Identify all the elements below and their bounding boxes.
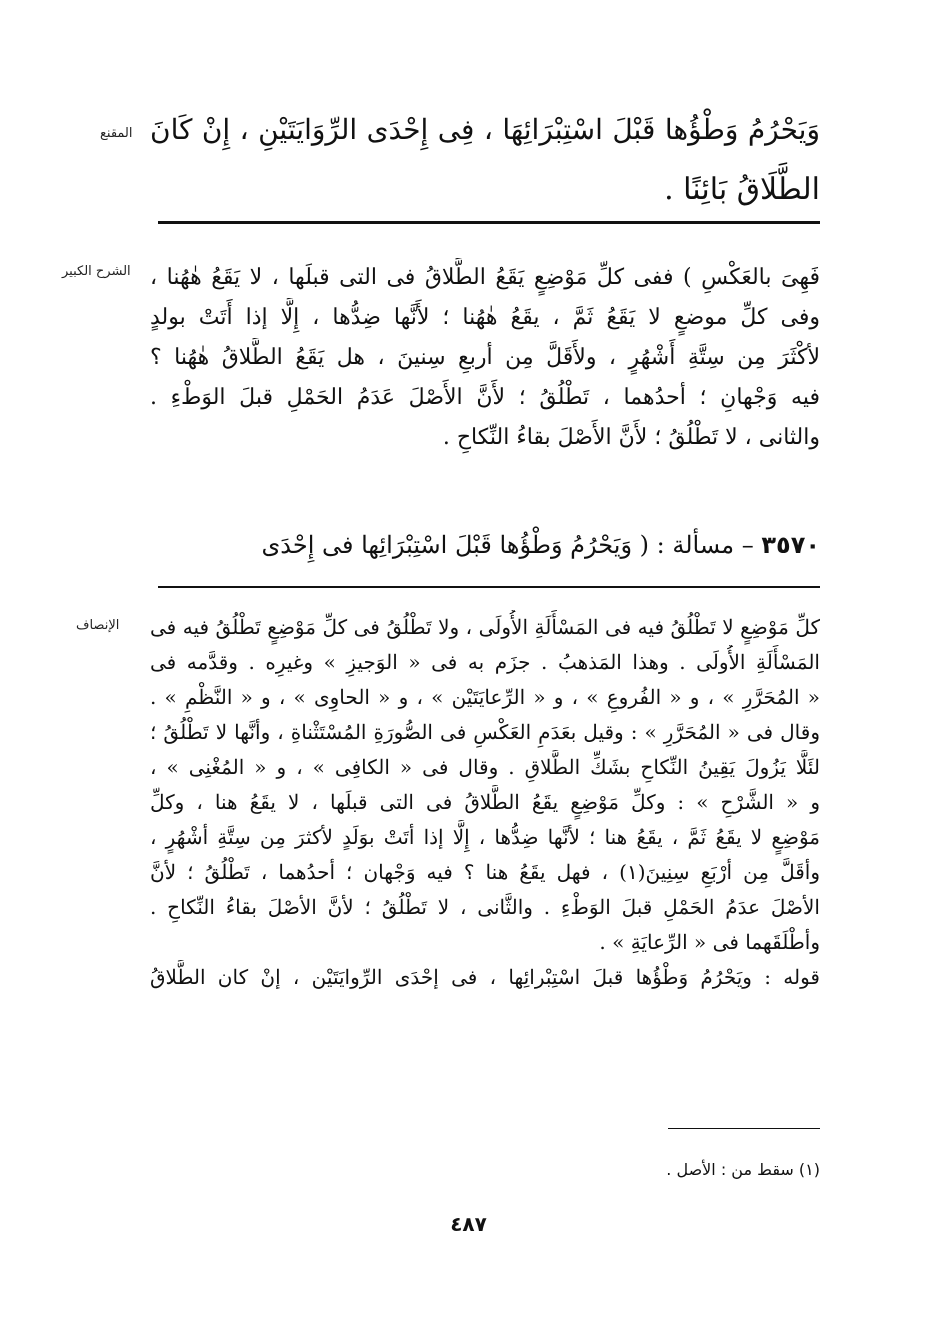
- sharh-text-block: [150, 258, 820, 458]
- inshaf-line: كلِّ مَوْضِعٍ لا تَطْلُقُ فيه فى المَسْأَلَةِ الأُولَى ، ولا تَطْلُقُ فى كلِّ مَوْضِعٍ تَطْلُقُ فيه فى: [150, 615, 820, 639]
- inshaf-line: و « الشَّرْحِ » : وكلِّ مَوْضِعٍ يقَعُ الطَّلاقُ فى التى قبلَها ، لا يقَعُ هنا ، وكلِّ: [150, 790, 820, 814]
- masala-heading: [150, 523, 820, 567]
- inshaf-line: « المُحَرَّرِ » ، و « الفُروعِ » ، و « الرِّعايَتَيْن » ، و « الحاوِى » ، و « النَّظْمِ » .: [150, 685, 820, 709]
- label-muqni: المقنع: [100, 126, 133, 141]
- inshaf-line: مَوْضِعٍ لا يقَعُ ثَمَّ ، يقَعُ هنا ؛ لأنَّها ضِدُّها ، إِلَّا إذا أتَتْ بوَلَدٍ لأكثرَ مِن سِتَّةِ أشْهُرٍ ،: [150, 825, 820, 849]
- page-number: ٤٨٧: [450, 1212, 487, 1236]
- sharh-line: والثانى ، لا تَطْلُقُ ؛ لأَنَّ الأَصْلَ بقاءُ النِّكاحِ .: [442, 425, 820, 450]
- muqni-line: الطَّلَاقُ بَائِنًا .: [664, 172, 820, 207]
- label-sharh: الشرح الكبير: [62, 264, 131, 279]
- masala-text: – مسألة : ( وَيَحْرُمُ وَطْؤُها قَبْلَ اسْتِبْرَائِها فى إِحْدَى: [261, 531, 754, 559]
- inshaf-line: وأقَلَّ مِن أرْبَعِ سِنِينَ(١) ، فهل يقَعُ هنا ؟ فيه وَجْهان ؛ أحدُهما ، تَطْلُقُ ؛ لأنَّ: [150, 860, 820, 884]
- footnote: (١) سقط من : الأصل .: [666, 1160, 820, 1179]
- sharh-line: وفى كلِّ موضعٍ لا يَقَعُ ثَمَّ ، يقَعُ هٰهُنا ؛ لأَنَّها ضِدُّها ، إِلَّا إذا أَتَتْ بولدٍ: [150, 305, 820, 330]
- inshaf-line: قوله : ويَحْرُمُ وَطْؤُها قبلَ اسْتِبْرائِها ، فى إحْدَى الرِّوايَتَيْن ، إنْ كان الطَّلاقُ: [150, 965, 820, 989]
- inshaf-line: وقال فى « المُحَرَّرِ » : وقيل بعَدَمِ العَكْسِ فى الصُّورَةِ المُسْتَثْناةِ ، وأنَّها لا تَطْلُقُ ؛: [150, 720, 820, 744]
- inshaf-line: لئَلَّا يَزُولَ يَقِينُ النِّكاحِ بشَكِّ الطَّلاقِ . وقال فى « الكافِى » ، و « المُغْنِى » ،: [150, 755, 820, 779]
- sharh-line: لأكْثَرَ مِن سِتَّةِ أَشْهُرٍ ، ولأَقَلَّ مِن أربعِ سِنينَ ، هل يَقَعُ الطَّلاقُ هٰهُنا ؟: [150, 345, 820, 370]
- sharh-line: فيه وَجْهانِ ؛ أحدُهما ، تَطْلُقُ ؛ لأَنَّ الأَصْلَ عَدَمُ الحَمْلِ قبلَ الوَطْءِ .: [150, 385, 820, 410]
- muqni-line: وَيَحْرُمُ وَطْؤُها قَبْلَ اسْتِبْرَائِهَا ، فِى إِحْدَى الرِّوَايَتَيْنِ ، إِنْ كَانَ: [150, 113, 820, 146]
- masala-number: ٣٥٧٠: [761, 531, 820, 559]
- sharh-line: فَهِىَ بالعَكْسِ ) ففى كلِّ مَوْضِعٍ يَقَعُ الطَّلاقُ فى التى قبلَها ، لا يَقَعُ هٰهُنا ،: [150, 265, 820, 290]
- section-divider: [158, 586, 820, 588]
- label-inshaf: الإنصاف: [76, 618, 120, 633]
- muqni-text-block: [150, 100, 820, 220]
- inshaf-line: الأصْلَ عدَمُ الحَمْلِ قبلَ الوَطْءِ . والثَّانى ، لا تَطْلُقُ ؛ لأنَّ الأصْلَ بقاءُ النِّكاحِ .: [150, 895, 820, 919]
- inshaf-text-block: [150, 610, 820, 995]
- inshaf-line: المَسْأَلَةِ الأُولَى . وهذا المَذهبُ . جزَم به فى « الوَجيزِ » وغيرِه . وقدَّمه فى: [150, 650, 820, 674]
- footnote-separator: [668, 1128, 820, 1129]
- inshaf-line: وأطْلَقَهما فى « الرِّعايَةِ » .: [599, 930, 820, 954]
- section-divider-thick: [158, 221, 820, 224]
